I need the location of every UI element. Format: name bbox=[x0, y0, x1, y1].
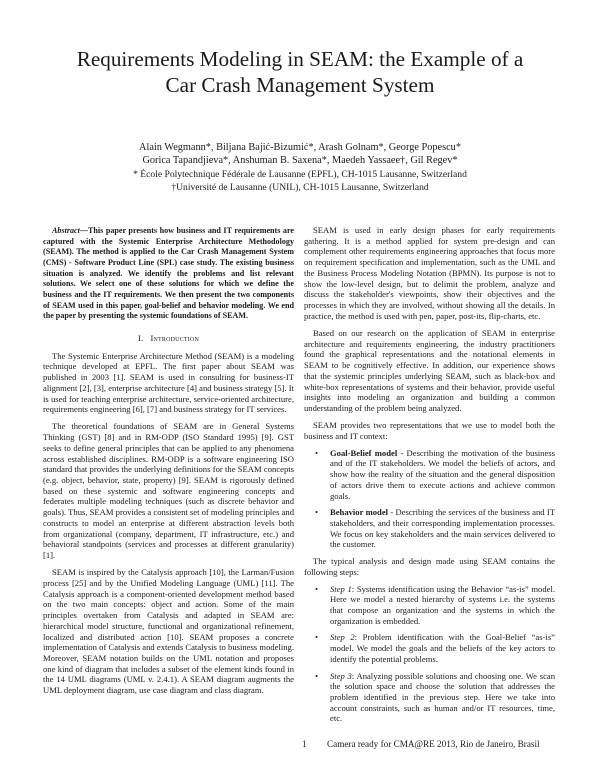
bullet-icon: • bbox=[315, 507, 319, 518]
left-column bbox=[43, 226, 294, 696]
venue-footer: Camera ready for CMA@RE 2013, Rio de Janeiro, Brasil bbox=[327, 739, 540, 749]
steps-list bbox=[304, 584, 555, 725]
list-item bbox=[304, 507, 555, 550]
step-description: : Analyzing possible solutions and choosing one. We scan the solution space and choose the solution that addresses the problem identified in the previous step. Here we take into account constraints, such as human and/or IT resources, time, etc. bbox=[330, 670, 556, 724]
affiliation-epfl: * École Polytechnique Fédérale de Lausanne (EPFL), CH-1015 Lausanne, Switzerland bbox=[133, 168, 467, 180]
paragraph: The Systemic Enterprise Architecture Method (SEAM) is a modeling technique developed at EPFL. The first paper about SEAM was published in 2003 [1]. SEAM is used in consulting for business-IT alignment [2], [3], enterprise architecture [4] and business strategy [5]. It is used for teaching enterprise architecture, service-oriented architecture, requirements engineering [6], [7] and business strategy for IT services. bbox=[43, 350, 294, 415]
paragraph: The theoretical foundations of SEAM are in General Systems Thinking (GST) [8] and in RM-ODP (ISO Standard 1995) [9]. GST seeks to define general principles that can be applied to any phenomena across established disciplines. RM-ODP is a software engineering ISO standard that provides the underlying definitions for the SEAM concepts (e.g. object, behavior, state, property) [9]. SEAM is rigorously defined based on these systemic and software engineering concepts and federates multiple modeling techniques (such as discrete behavior and goals). Thus, SEAM provides a consistent set of modeling principles and constructs to model an enterprise at different abstraction levels both from organizational (company, department, IT infrastructure, etc.) and behavioral standpoints (services and processes at different granularity) [1]. bbox=[43, 421, 294, 561]
abstract-label: Abstract bbox=[52, 226, 80, 235]
abstract-text: —This paper presents how business and IT requirements are captured with the Systemic Enterprise Architecture Methodology (SEAM). The method is applied to the Car Crash Management System (CMS) - Software Product Line (SPL) case study. The existing business situation is analyzed. We identify the problems and list relevant solutions. We select one of these solutions for which we define the business and the IT requirements. We then present the two components of SEAM used in this paper, goal-belief and behavior modeling. We end the paper by presenting the systemic foundations of SEAM. bbox=[43, 226, 294, 321]
step-label: Step 2 bbox=[330, 632, 355, 643]
model-term: Goal-Belief model bbox=[330, 447, 398, 458]
paragraph: The typical analysis and design made using SEAM contains the following steps: bbox=[304, 556, 555, 577]
bullet-icon: • bbox=[315, 583, 319, 594]
list-item bbox=[304, 584, 555, 627]
model-list bbox=[304, 448, 555, 550]
section-number: I. bbox=[137, 332, 144, 343]
affiliation-unil: †Université de Lausanne (UNIL), CH-1015 Lausanne, Switzerland bbox=[171, 182, 429, 194]
title-line-2: Car Crash Management System bbox=[165, 73, 435, 97]
step-label: Step 1 bbox=[330, 583, 352, 594]
section-title: Introduction bbox=[150, 332, 200, 343]
authors-line-1: Alain Wegmann*, Biljana Bajić-Bizumić*, Arash Golnam*, George Popescu* bbox=[139, 142, 461, 153]
paragraph: Based on our research on the application of SEAM in enterprise architecture and requirements engineering, the industry practitioners found the graphical representations and the notational elements in SEAM to be cognitively effective. In addition, our experience shows that the systemic principles underlying SEAM, such as black-box and white-box representations of systems and their behavior, provide useful insights into modeling an organization and building a common understanding of the problem being analyzed. bbox=[304, 327, 555, 413]
model-description: - Describing the services of the business and IT stakeholders, and their corresponding implementation processes. We focus on key stakeholders and the main services delivered to the customer. bbox=[330, 507, 555, 550]
model-term: Behavior model bbox=[330, 507, 389, 518]
right-column bbox=[304, 225, 555, 730]
paragraph: SEAM is inspired by the Catalysis approach [10], the Larman/Fusion process [25] and by the Unified Modeling Language (UML) [11]. The Catalysis approach is a component-oriented development method based on the two main concepts: object and action. Some of the main principles overtaken from Catalysis and adapted in SEAM are: hierarchical model structure, functional and organizational refinement, localized and distributed action [10]. SEAM proposes a concrete implementation of Catalysis and extends Catalysis to business modeling. Moreover, SEAM notation builds on the UML notation and proposes one kind of diagram that includes a subset of the element kinds found in the 14 UML diagrams (UML v. 2.4.1). A SEAM diagram augments the UML deployment diagram, use case diagram and class diagram. bbox=[43, 567, 294, 696]
list-item bbox=[304, 632, 555, 664]
paragraph: SEAM provides two representations that we use to model both the business and IT context: bbox=[304, 420, 555, 441]
page-number: 1 bbox=[302, 739, 307, 749]
model-description: - Describing the motivation of the business and of the IT stakeholders. We model the beliefs of actors, and show how the reality of the situation and the general disposition of actors drive them to execute actions and achieve common goals. bbox=[330, 447, 555, 501]
title-line-1: Requirements Modeling in SEAM: the Example of a bbox=[76, 47, 524, 71]
paragraph: SEAM is used in early design phases for early requirements gathering. It is a method applied for system pre-design and can complement other requirements engineering approaches that focus more on requirement specification and implementation, such as the UML and the Business Process Modeling Notation (BPMN). Its purpose is not to show the low-level design, but to delimit the problem, analyze and discuss the stakeholder's viewpoints, show their objectives and the processes in which they are involved, without showing all the details. In practice, the method is used with pen, paper, post-its, flip-charts, etc. bbox=[304, 225, 555, 321]
bullet-icon: • bbox=[315, 632, 319, 643]
step-description: : Systems identification using the Behavior “as-is” model. Here we model a nested hierarchy of systems i.e. the systems that compose an organization and the systems in which the organization is embedded. bbox=[330, 583, 556, 626]
step-label: Step 3 bbox=[330, 670, 352, 681]
bullet-icon: • bbox=[315, 670, 319, 681]
list-item bbox=[304, 671, 555, 725]
step-description: : Problem identification with the Goal-Belief “as-is” model. We model the goals and the beliefs of the key actors to identify the potential problems. bbox=[330, 632, 555, 664]
paper-title bbox=[40, 46, 560, 98]
section-heading bbox=[43, 333, 294, 344]
abstract bbox=[43, 226, 294, 322]
list-item bbox=[304, 448, 555, 502]
authors-line-2: Gorica Tapandjieva*, Anshuman B. Saxena*, Maedeh Yassaee†, Gil Regev* bbox=[142, 155, 458, 167]
bullet-icon: • bbox=[315, 447, 319, 458]
author-block bbox=[40, 141, 560, 195]
